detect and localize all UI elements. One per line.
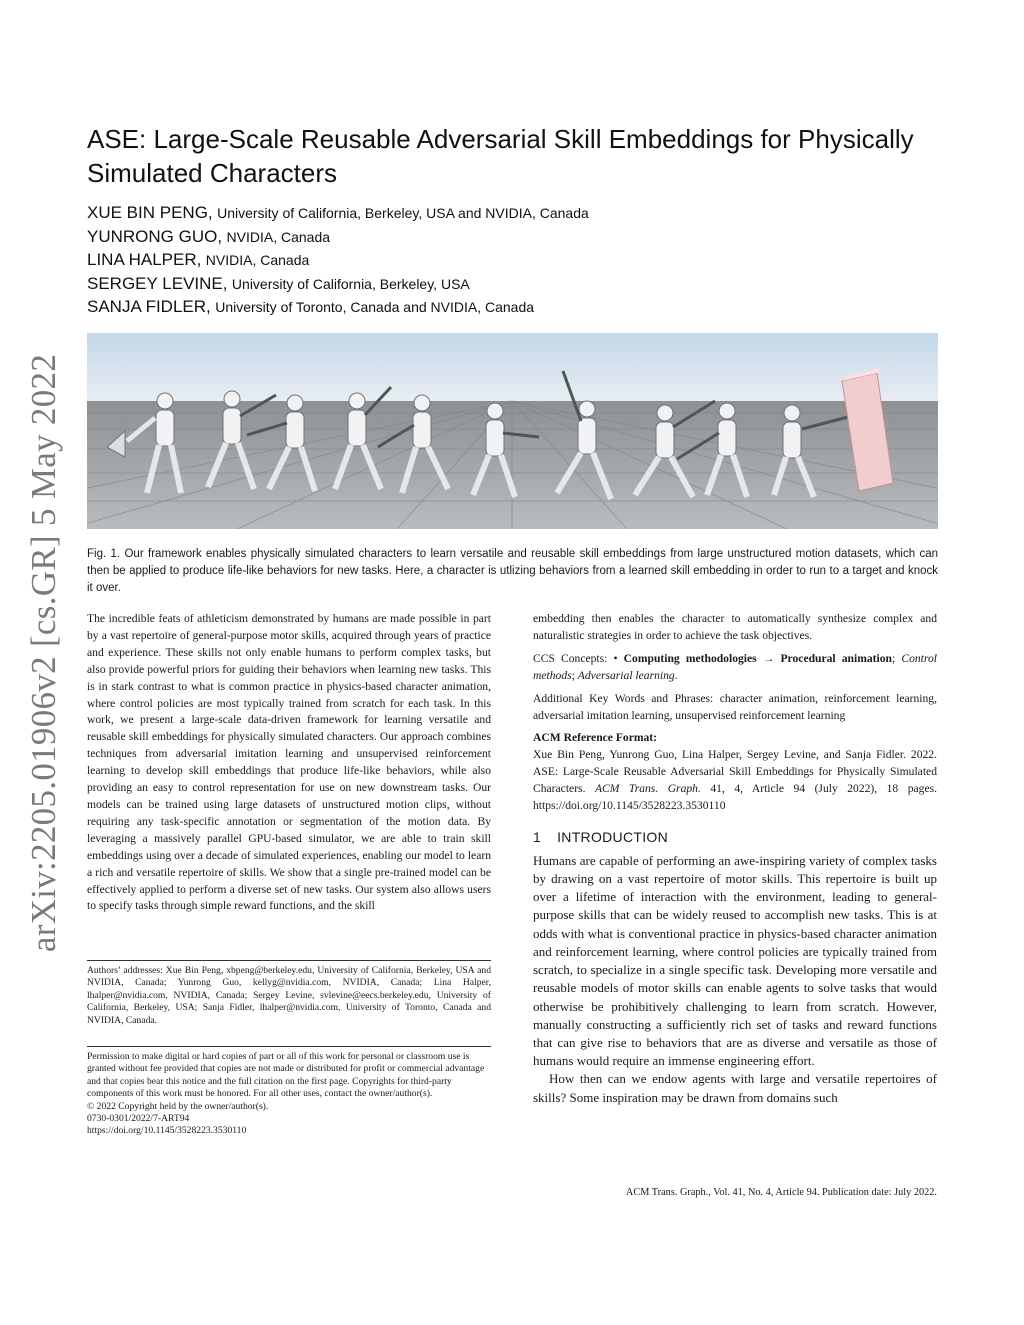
author-line bbox=[87, 272, 947, 296]
authors-addresses bbox=[87, 960, 491, 1027]
author-line bbox=[87, 225, 947, 249]
author-name: YUNRONG GUO, bbox=[87, 226, 223, 246]
author-name: SERGEY LEVINE, bbox=[87, 273, 228, 293]
author-affiliation: University of California, Berkeley, USA and NVIDIA, Canada bbox=[217, 205, 589, 221]
author-line bbox=[87, 248, 947, 272]
author-affiliation: NVIDIA, Canada bbox=[226, 228, 331, 245]
keywords: Additional Key Words and Phrases: character animation, reinforcement learning, adversarial imitation learning, unsupervised reinforcement learning bbox=[533, 691, 937, 722]
author-line bbox=[87, 295, 947, 319]
intro-paragraph: Humans are capable of performing an awe-inspiring variety of complex tasks by drawing on a vast repertoire of motor skills. This repertoire is built up over a lifetime of interaction with the environment, leading to general-purpose skills that can be widely reused to accomplish new tasks. This is at odds with what is conventional practice in physics-based character animation and reinforcement learning, where control policies are typically trained from scratch, to specialize in a single specific task. Developing more versatile and reusable models of motor skills can enable agents to solve tasks that would otherwise be prohibitively challenging to learn from scratch. However, manually constructing a sufficiently rich set of tasks and reward functions that can give rise to behaviors that are as diverse and versatile as those of humans would require an immense engineering effort. bbox=[533, 852, 937, 1069]
page-footer: ACM Trans. Graph., Vol. 41, No. 4, Article 94. Publication date: July 2022. bbox=[625, 1187, 937, 1198]
teaser-figure-graphic bbox=[87, 333, 938, 529]
author-affiliation: University of California, Berkeley, USA bbox=[231, 275, 470, 292]
right-column bbox=[533, 611, 937, 1107]
reference-heading: ACM Reference Format: bbox=[533, 731, 658, 745]
figure-caption: Fig. 1. Our framework enables physically simulated characters to learn versatile and reusable skill embeddings from large unstructured motion datasets, which can then be applied to produce life-like behaviors for new tasks. Here, a character is utlizing behaviors from a learned skill embedding in order to run to a target and knock it over. bbox=[87, 548, 938, 594]
reference-text-b: 41, 4, Article 94 (July 2022), 18 pages. https://doi.org/10.1145/3528223.3530110 bbox=[533, 782, 937, 813]
author-affiliation: University of Toronto, Canada and NVIDIA, Canada bbox=[215, 299, 535, 315]
intro-paragraph: How then can we endow agents with large and versatile repertoires of skills? Some inspiration may be drawn from domains such bbox=[533, 1071, 937, 1105]
authors-addresses-text: Authors’ addresses: Xue Bin Peng, xbpeng@berkeley.edu, University of California, Berkeley, USA and NVIDIA, Canada; Yunrong Guo, kellyg@nvidia.com, NVIDIA, Canada; Lina Halper, lhalper@nvidia.com, NVIDIA, Canada; Sergey Levine, svlevine@eecs.berkeley.edu, University of California, Berkeley, USA; Sanja Fidler, lhalper@nvidia.com, University of Toronto, Canada and NVIDIA, Canada. bbox=[87, 965, 491, 1026]
arxiv-stamp-text: arXiv:2205.01906v2 [cs.GR] 5 May 2022 bbox=[24, 353, 64, 952]
section-title: INTRODUCTION bbox=[557, 828, 669, 845]
ccs-label: CCS Concepts: • bbox=[533, 651, 618, 665]
author-line bbox=[87, 201, 947, 225]
abstract-continued: embedding then enables the character to automatically synthesize complex and naturalistic strategies in order to achieve the task objectives. bbox=[533, 612, 937, 642]
copyright-text: © 2022 Copyright held by the owner/author(s). bbox=[87, 1100, 269, 1112]
ccs-item: Control methods bbox=[533, 651, 937, 682]
section-number: 1 bbox=[533, 828, 542, 845]
doi-link[interactable]: https://doi.org/10.1145/3528223.3530110 bbox=[87, 1125, 247, 1137]
ccs-separator: ; bbox=[892, 651, 896, 665]
ccs-item: Adversarial learning bbox=[577, 668, 675, 682]
author-list bbox=[87, 201, 947, 319]
permission-notice bbox=[87, 1046, 491, 1138]
left-column bbox=[87, 611, 491, 915]
ccs-concepts bbox=[533, 651, 937, 685]
author-name: XUE BIN PENG, bbox=[87, 203, 213, 222]
ccs-separator: ; bbox=[571, 668, 575, 682]
ccs-end: . bbox=[674, 668, 678, 682]
abstract: The incredible feats of athleticism demonstrated by humans are made possible in part by a vast repertoire of general-purpose motor skills, acquired through years of practice and experience. These skills not only enable humans to perform complex tasks, but also provide powerful priors for guiding their behaviors when learning new tasks. This is in stark contrast to what is common practice in physics-based character animation, where control policies are most typically trained from scratch for each task. In this work, we present a large-scale data-driven framework for learning versatile and reusable skill embeddings for physically simulated characters. Our approach combines techniques from adversarial imitation learning and unsupervised reinforcement learning to develop skill embeddings that produce life-like behaviors, while also providing an easy to control representation for use on new downstream tasks. Our models can be trained using large datasets of unstructured motion clips, without requiring any task-specific annotation or segmentation of the motion data. By leveraging a massively parallel GPU-based simulator, we are able to train skill embeddings using over a decade of simulated experiences, enabling our model to learn a rich and versatile repertoire of skills. We show that a single pre-trained model can be effectively applied to perform a diverse set of new tasks. Our system also allows users to specify tasks through simple reward functions, and the skill bbox=[87, 612, 491, 913]
reference-journal: ACM Trans. Graph. bbox=[594, 782, 701, 796]
paper-title: ASE: Large-Scale Reusable Adversarial Skill Embeddings for Physically Simulated Characters bbox=[87, 124, 914, 188]
section-heading bbox=[533, 829, 937, 846]
issn-text: 0730-0301/2022/7-ART94 bbox=[87, 1113, 190, 1125]
permission-text: Permission to make digital or hard copies of part or all of this work for personal or classroom use is granted without fee provided that copies are not made or distributed for profit or commercial advantage and that copies bear this notice and the full citation on the first page. Copyrights for third-party components of this work must be honored. For all other uses, contact the owner/author(s). bbox=[87, 1051, 485, 1100]
author-name: SANJA FIDLER, bbox=[87, 297, 211, 316]
arxiv-stamp bbox=[14, 345, 74, 960]
reference-text bbox=[533, 747, 937, 815]
ccs-primary: Computing methodologies → Procedural animation bbox=[623, 651, 892, 665]
teaser-figure bbox=[87, 333, 938, 529]
reference-text-a: Xue Bin Peng, Yunrong Guo, Lina Halper, Sergey Levine, and Sanja Fidler. 2022. ASE: Large-Scale Reusable Adversarial Skill Embeddings for Physically Simulated Characters. bbox=[533, 748, 937, 796]
author-name: LINA HALPER, bbox=[87, 250, 202, 269]
author-affiliation: NVIDIA, Canada bbox=[205, 252, 310, 268]
